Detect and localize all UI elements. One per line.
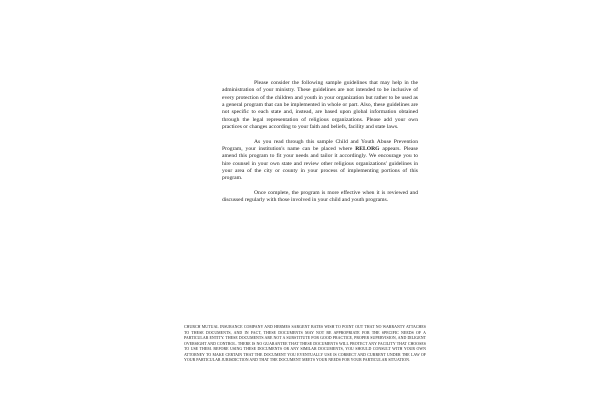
paragraph-intro: Please consider the following sample guidelines that may help in the administration of your ministry. These guidelines are not intended to be inclusive of every protection of the children and youth in your organization but rather to be used as a general program that can be implemented in whole or part. Also, these guidelines are not specific to each state and, instead, are based upon global information obtained through the legal representation of religious organizations. Please add your own practices or changes according to your faith and beliefs, facility and state laws.: [222, 80, 418, 131]
intro-text-block: [222, 80, 418, 212]
paragraph-relorg: [222, 139, 418, 183]
paragraph-review: Once complete, the program is more effective when it is reviewed and discussed regularly with those involved in your child and youth programs.: [222, 190, 418, 204]
paragraph-relorg-text-before: As you read through this sample Child and Youth Abuse Prevention Program, your institution's name can be placed where: [222, 138, 418, 153]
paragraph-relorg-text-after: appears. Please amend this program to fit your needs and tailor it accordingly. We encourage you to hire counsel in your own state and review other religious organizations' guidelines in your area of the city or county in your process of implementing portions of this program.: [222, 146, 418, 182]
legal-disclaimer: CHURCH MUTUAL INSURANCE COMPANY AND HERMES SARGENT BATES WISH TO POINT OUT THAT NO WARRANTY ATTACHES TO THESE DOCUMENTS, AND IN FACT, THESE DOCUMENTS MAY NOT BE APPROPRIATE FOR THE SPECIFIC NEEDS OF A PARTICULAR ENTITY. THESE DOCUMENTS ARE NOT A SUBSTITUTE FOR GOOD PRACTICE, PROPER SUPERVISION, AND DILIGENT OVERSIGHT AND CONTROL. THERE IS NO GUARANTEE THAT THESE DOCUMENTS WILL PROTECT ANY FACILITY THAT CHOOSES TO USE THEM. BEFORE USING THESE DOCUMENTS OR ANY SIMILAR DOCUMENTS, YOU SHOULD CONSULT WITH YOUR OWN ATTORNEY TO MAKE CERTAIN THAT THE DOCUMENT YOU EVENTUALLY USE IS CORRECT AND CURRENT UNDER THE LAW OF YOUR PARTICULAR JURISDICTION AND THAT THE DOCUMENT MEETS YOUR NEEDS FOR YOUR PARTICULAR SITUATION.: [184, 325, 426, 362]
relorg-placeholder: RELORG: [355, 146, 380, 153]
